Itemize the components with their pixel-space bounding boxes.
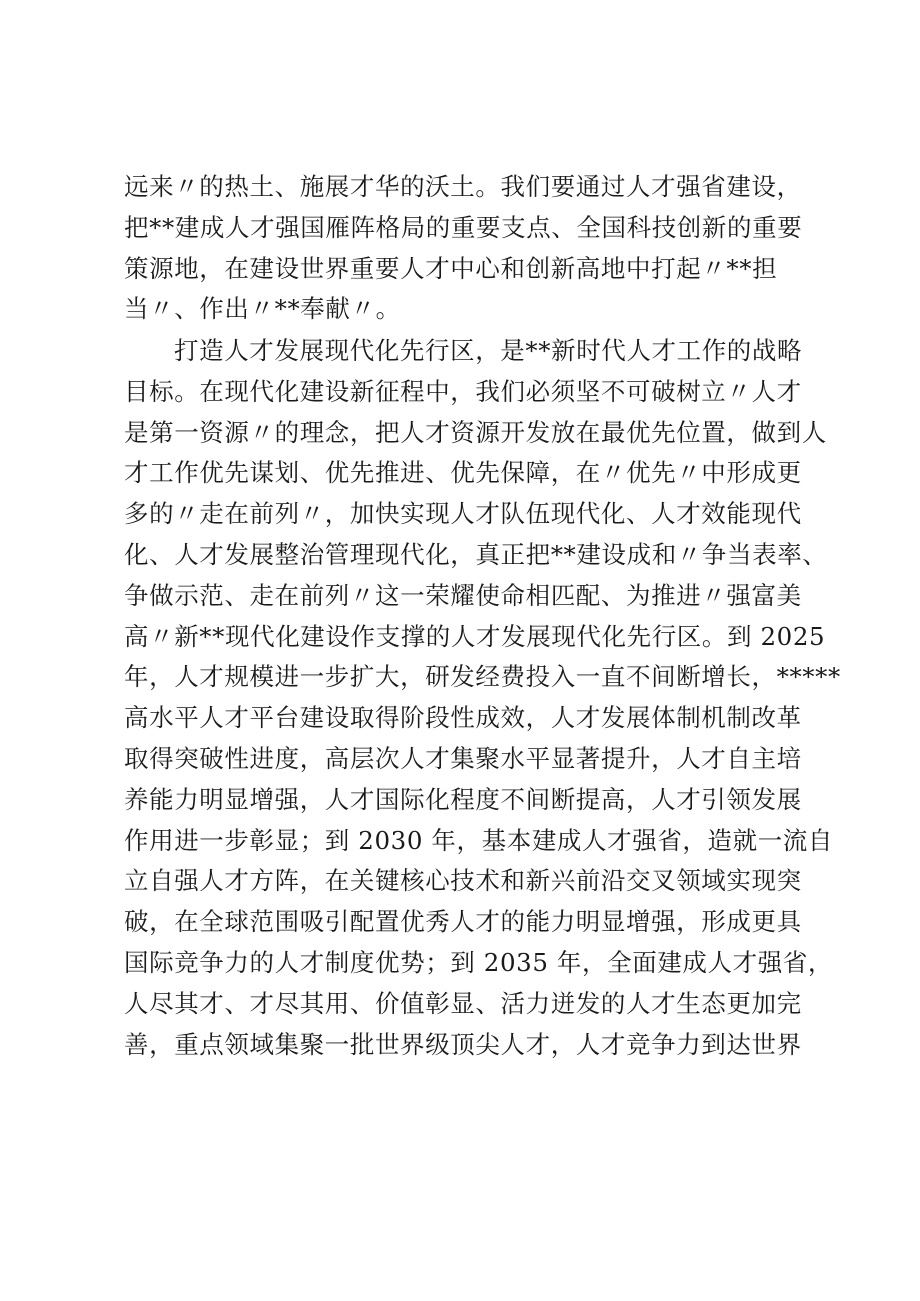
text-line: 破，在全球范围吸引配置优秀人才的能力明显增强，形成更具	[124, 907, 802, 937]
text-line: 国际竞争力的人才制度优势；到 2035 年，全面建成人才强省，	[124, 947, 834, 977]
text-line: 把**建成人才强国雁阵格局的重要支点、全国科技创新的重要	[124, 212, 803, 242]
text-line: 目标。在现代化建设新征程中，我们必须坚不可破树立〃人才	[124, 376, 802, 406]
text-line: 善，重点领域集聚一批世界级顶尖人才，人才竞争力到达世界	[124, 1029, 802, 1059]
text-line-first: 打造人才发展现代化先行区，是**新时代人才工作的战略	[174, 336, 803, 365]
text-line: 远来〃的热土、施展才华的沃土。我们要通过人才强省建设，	[124, 172, 802, 201]
text-line: 策源地，在建设世界重要人才中心和创新高地中打起〃**担	[124, 253, 778, 283]
text-line: 才工作优先谋划、优先推进、优先保障，在〃优先〃中形成更	[124, 458, 802, 488]
text-line: 高水平人才平台建设取得阶段性成效，人才发展体制机制改革	[124, 703, 802, 733]
paragraph-1	[124, 167, 803, 330]
text-line: 是第一资源〃的理念，把人才资源开发放在最优先位置，做到人	[124, 417, 827, 447]
text-line: 年，人才规模进一步扩大，研发经费投入一直不间断增长，*****	[124, 662, 841, 692]
text-line: 争做示范、走在前列〃这一荣耀使命相匹配、为推进〃强富美	[124, 580, 802, 610]
text-line: 作用进一步彰显；到 2030 年，基本建成人才强省，造就一流自	[124, 825, 834, 855]
text-line: 多的〃走在前列〃，加快实现人才队伍现代化、人才效能现代	[124, 499, 802, 529]
text-line: 当〃、作出〃**奉献〃。	[124, 294, 401, 324]
text-line: 高〃新**现代化建设作支撑的人才发展现代化先行区。到 2025	[124, 621, 826, 651]
paragraph-2	[124, 331, 841, 1065]
text-line: 人尽其才、才尽其用、价值彰显、活力迸发的人才生态更加完	[124, 988, 802, 1018]
text-line: 取得突破性进度，高层次人才集聚水平显著提升，人才自主培	[124, 743, 802, 773]
text-line: 立自强人才方阵，在关键核心技术和新兴前沿交叉领域实现突	[124, 866, 802, 896]
text-line: 养能力明显增强，人才国际化程度不间断提高，人才引领发展	[124, 784, 802, 814]
text-line: 化、人才发展整治管理现代化，真正把**建设成和〃争当表率、	[124, 539, 828, 569]
